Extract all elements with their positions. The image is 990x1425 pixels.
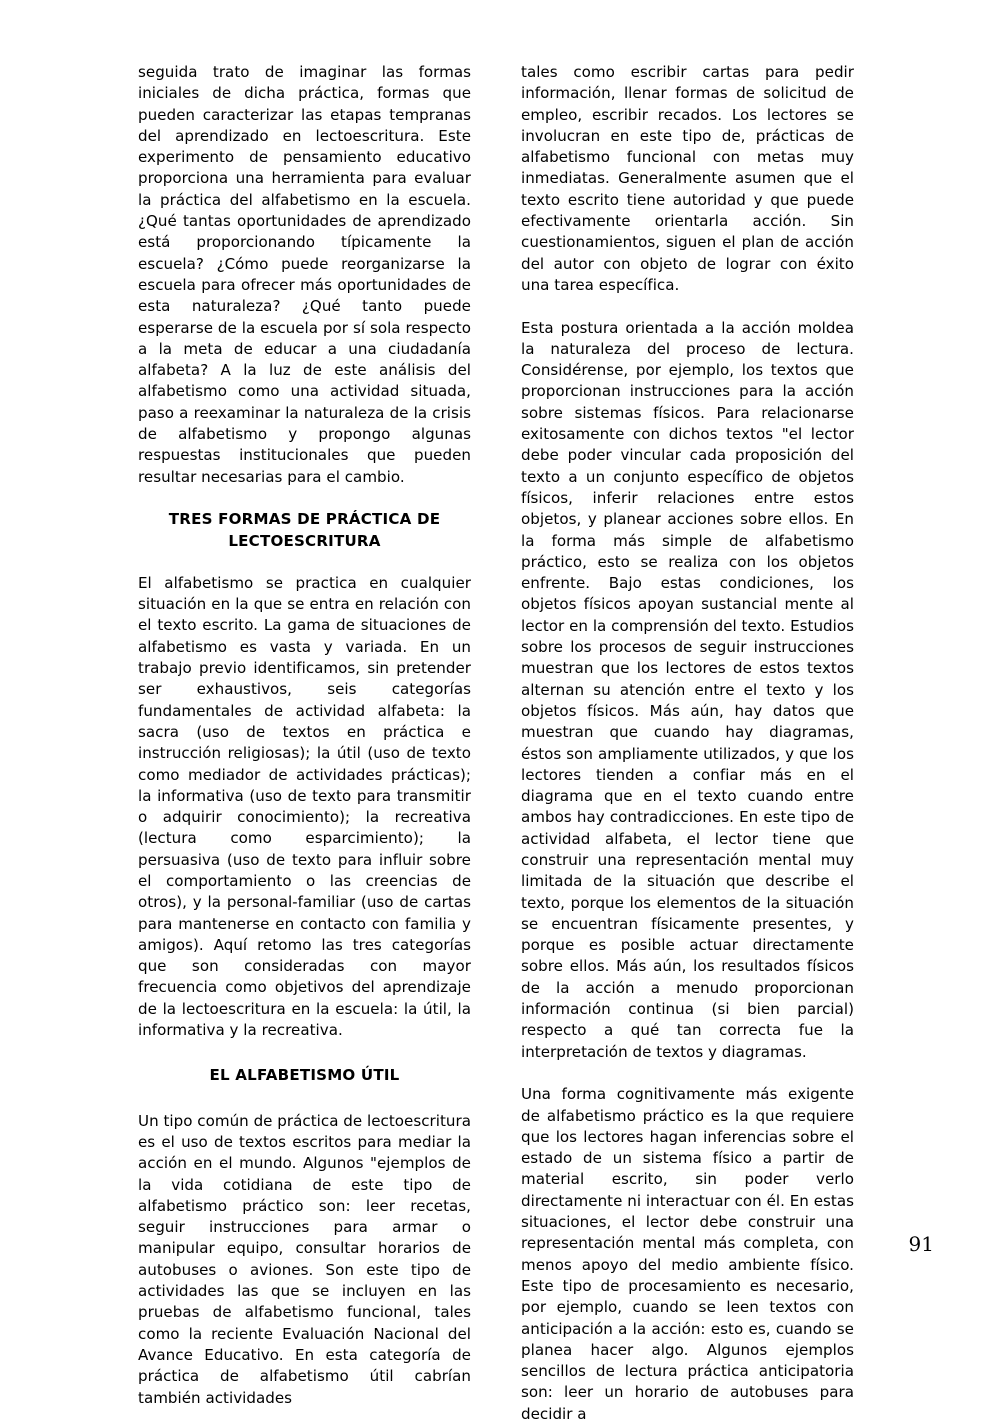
paragraph: seguida trato de imaginar las formas iniciales de dicha práctica, formas que pueden caracterizar las etapas tempranas del aprendizado en lectoescritura. Este experimento de pensamiento educativo proporciona una herramienta para evaluar la práctica del alfabetismo en la escuela. ¿Qué tantas oportunidades de aprendizado está proporcionando típicamente la escuela? ¿Cómo puede reorganizarse la escuela para ofrecer más oportunidades de esta naturaleza? ¿Qué tanto puede esperarse de la escuela por sí sola respecto a la meta de educar a una ciudadanía alfabeta? A la luz de este análisis del alfabetismo como una actividad situada, paso a reexaminar la naturaleza de la crisis de alfabetismo y propongo algunas respuestas institucionales que pueden resultar necesarias para el cambio. bbox=[138, 63, 471, 486]
paragraph: tales como escribir cartas para pedir información, llenar formas de solicitud de empleo, escribir recados. Los lectores se involucran en este tipo de, prácticas de alfabetismo funcional con metas muy inmediatas. Generalmente asumen que el texto escrito tiene autoridad y que puede efectivamente orientarla acción. Sin cuestionamientos, siguen el plan de acción del autor con objeto de lograr con éxito una tarea específica. bbox=[521, 63, 854, 294]
two-column-body bbox=[138, 62, 854, 1425]
right-column bbox=[521, 62, 854, 1425]
paragraph: Esta postura orientada a la acción moldea la naturaleza del proceso de lectura. Considérense, por ejemplo, los textos que proporcionan instrucciones para la acción sobre sistemas físicos. Para relacionarse exitosamente con dichos textos "el lector debe poder vincular cada proposición del texto a un conjunto específico de objetos físicos, inferir relaciones entre estos objetos, y planear acciones sobre ellos. En la forma más simple de alfabetismo práctico, esto se realiza con los objetos enfrente. Bajo estas condiciones, los objetos físicos apoyan sustancial mente al lector en la comprensión del texto. Estudios sobre los procesos de seguir instrucciones muestran que los lectores de estos textos alternan su atención entre el texto y los objetos físicos. Más aún, hay datos que muestran que cuando hay diagramas, éstos son ampliamente utilizados, y que los lectores tienden a confiar más en el diagrama que en el texto cuando entre ambos hay contradicciones. En este tipo de actividad alfabeta, el lector tiene que construir una representación mental muy limitada de la situación que describe el texto, porque los elementos de la situación se encuentran físicamente presentes, y porque es posible actuar directamente sobre ellos. Más aún, los resultados físicos de la acción a menudo proporcionan información continua (si bien parcial) respecto a qué tan correcta fue la interpretación de textos y diagramas. bbox=[521, 318, 854, 1061]
paragraph: El alfabetismo se practica en cualquier situación en la que se entra en relación con el texto escrito. La gama de situaciones de alfabetismo es vasta y variada. En un trabajo previo identificamos, sin pretender ser exhaustivos, seis categorías fundamentales de actividad alfabeta: la sacra (uso de textos en práctica e instrucción religiosas); la útil (uso de texto como mediador de actividades prácticas); la informativa (uso de texto para transmitir o adquirir conocimiento); la recreativa (lectura como esparcimiento); la persuasiva (uso de texto para influir sobre el comportamiento o las creencias de otros), y la personal-familiar (uso de cartas para mantenerse en contacto con familia y amigos). Aquí retomo las tres categorías que son consideradas con mayor frecuencia como objetivos del aprendizaje de la lectoescritura en la escuela: la útil, la informativa y la recreativa. bbox=[138, 573, 471, 1040]
paragraph: Un tipo común de práctica de lectoescritura es el uso de textos escritos para mediar la acción en el mundo. Algunos "ejemplos de la vida cotidiana de este tipo de alfabetismo práctico son: leer recetas, seguir instrucciones para armar o manipular equipo, consultar horarios de autobuses o aviones. Son este tipo de actividades las que se incluyen en las pruebas de alfabetismo funcional, tales como la reciente Evaluación Nacional del Avance Educativo. En esta categoría de práctica de alfabetismo útil cabrían también actividades bbox=[138, 1111, 472, 1407]
section-heading-tres-formas: TRES FORMAS DE PRÁCTICA DE LECTOESCRITURA bbox=[168, 510, 441, 550]
page-number: 91 bbox=[908, 1232, 934, 1256]
left-column bbox=[138, 62, 471, 1425]
section-heading-el-alfabetismo-util: EL ALFABETISMO ÚTIL bbox=[209, 1066, 400, 1085]
paragraph: Una forma cognitivamente más exigente de alfabetismo práctico es la que requiere que los lectores hagan inferencias sobre el estado de un sistema físico a partir de material escrito, sin poder verlo directamente ni interactuar con él. En estas situaciones, el lector debe construir una representación mental más completa, con menos apoyo del medio ambiente físico. Este tipo de procesamiento es necesario, por ejemplo, cuando se leen textos con anticipación a la acción: esto es, cuando se planea hacer algo. Algunos ejemplos sencillos de lectura práctica anticipatoria son: leer un horario de autobuses para decidir a bbox=[521, 1085, 854, 1423]
